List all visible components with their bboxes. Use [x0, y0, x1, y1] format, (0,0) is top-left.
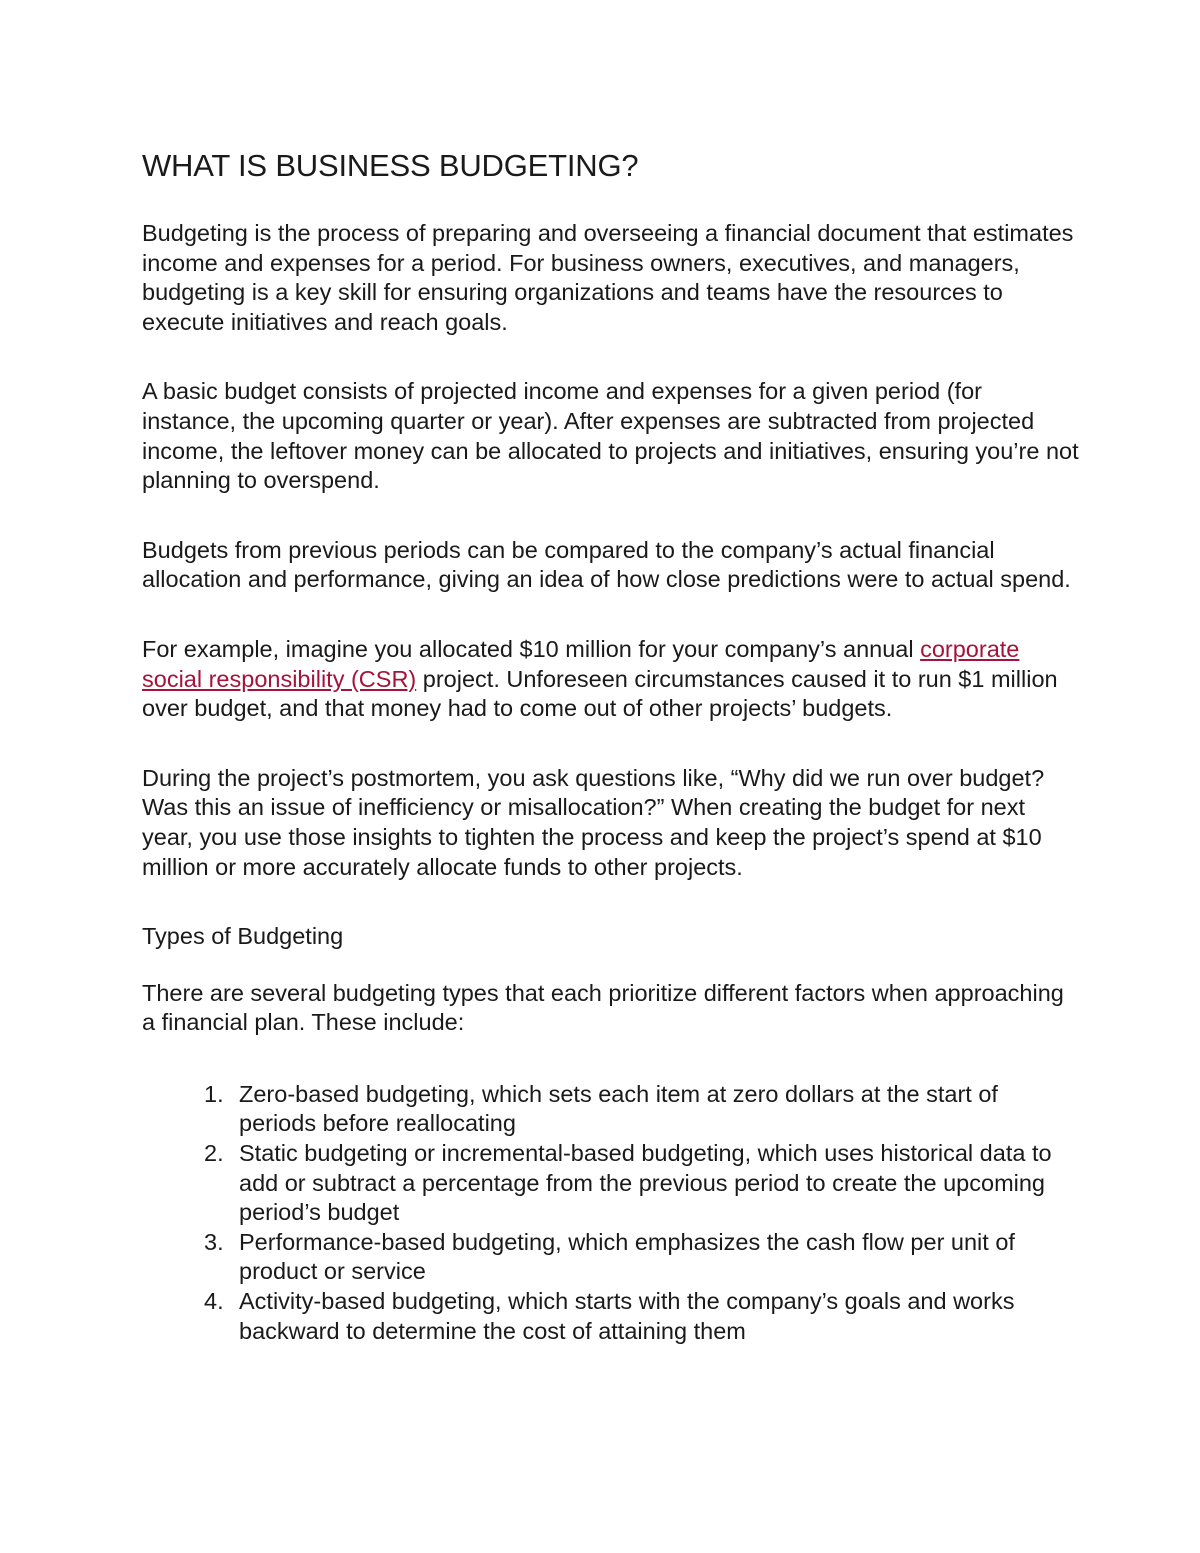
- types-intro: There are several budgeting types that each prioritize different factors when approaching a financial plan. These include:: [142, 979, 1064, 1036]
- paragraph-definition: Budgeting is the process of preparing and overseeing a financial document that estimates income and expenses for a period. For business owners, executives, and managers, budgeting is a key skill for ensuring organizations and teams have the resources to execute initiatives and reach goals.: [142, 220, 1074, 335]
- paragraph-example: [142, 635, 1082, 724]
- list-item-number: 3.: [204, 1228, 224, 1255]
- list-item: [142, 1287, 1059, 1346]
- list-item-number: 4.: [204, 1288, 224, 1315]
- budgeting-types-list: [142, 1080, 1082, 1346]
- list-item-text: Activity-based budgeting, which starts with the company’s goals and works backward to determine the cost of attaining them: [239, 1288, 1015, 1344]
- paragraph-basic-budget: A basic budget consists of projected income and expenses for a given period (for instance, the upcoming quarter or year). After expenses are subtracted from projected income, the leftover money can be allocated to projects and initiatives, ensuring you’re not planning to overspend.: [142, 378, 1079, 494]
- csr-link[interactable]: corporate social responsibility (CSR): [142, 635, 1020, 692]
- list-item: [142, 1139, 1059, 1228]
- list-item-text: Performance-based budgeting, which emphasizes the cash flow per unit of product or service: [239, 1228, 1015, 1285]
- document-page: [142, 146, 1082, 1346]
- list-item: [142, 1228, 1059, 1287]
- types-heading: Types of Budgeting: [142, 923, 344, 950]
- list-item-number: 1.: [204, 1080, 224, 1107]
- list-item-text: Zero-based budgeting, which sets each item at zero dollars at the start of periods before reallocating: [239, 1080, 998, 1137]
- paragraph-postmortem: During the project’s postmortem, you ask questions like, “Why did we run over budget? Was this an issue of inefficiency or misallocation?” When creating the budget for next year, you use those insights to tighten the process and keep the project’s spend at $10 million or more accurately allocate funds to other projects.: [142, 764, 1045, 880]
- list-item-text: Static budgeting or incremental-based budgeting, which uses historical data to add or subtract a percentage from the previous period to create the upcoming period’s budget: [239, 1140, 1052, 1226]
- paragraph-previous-periods: Budgets from previous periods can be compared to the company’s actual financial allocation and performance, giving an idea of how close predictions were to actual spend.: [142, 536, 1071, 593]
- page-title: WHAT IS BUSINESS BUDGETING?: [142, 148, 639, 183]
- example-text-after-link: project. Unforeseen circumstances caused it to run $1 million over budget, and that money had to come out of other projects’ budgets.: [142, 665, 1058, 722]
- list-item-number: 2.: [204, 1140, 224, 1167]
- example-text-before-link: For example, imagine you allocated $10 million for your company’s annual: [142, 635, 921, 662]
- list-item: [142, 1080, 1059, 1139]
